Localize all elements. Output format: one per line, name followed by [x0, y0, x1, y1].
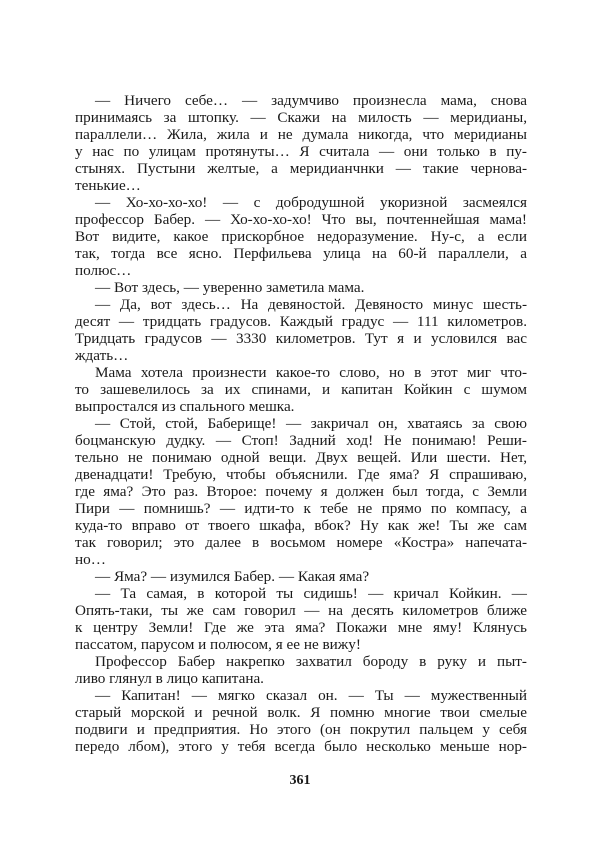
text-line: параллели… Жила, жила и не думала никогда, что меридианы: [75, 126, 527, 143]
text-line: передо лбом), этого у тебя всегда было несколько меньше нор-: [75, 738, 527, 755]
text-line: Профессор Бабер накрепко захватил бороду в руку и пыт-: [95, 653, 527, 670]
text-line: профессор Бабер. — Хо-хо-хо-хо! Что вы, почтеннейшая мама!: [75, 211, 527, 228]
text-line: ливо глянул в лицо капитана.: [75, 670, 264, 687]
text-line: то зашевелилось за их спинами, и капитан Койкин с шумом: [75, 381, 527, 398]
text-line: Тридцать градусов — 3330 километров. Тут я и условился вас: [75, 330, 527, 347]
text-line: у нас по улицам протянуты… Я считала — они только в пу-: [75, 143, 527, 160]
text-line: двенадцати! Требую, чтобы объяснили. Где яма? Я спрашиваю,: [75, 466, 527, 483]
page-number: 361: [289, 773, 311, 788]
text-line: куда-то вправо от твоего шкафа, вбок? Ну как же! Ты же сам: [75, 517, 527, 534]
text-line: подвиги и предприятия. Но этого (он покрутил пальцем у себя: [75, 721, 527, 738]
text-line: — Вот здесь, — уверенно заметила мама.: [95, 279, 365, 296]
text-line: — Стой, стой, Баберище! — закричал он, хватаясь за свою: [95, 415, 527, 432]
text-line: к центру Земли! Где же эта яма? Покажи мне яму! Клянусь: [75, 619, 527, 636]
page-body-text: [75, 92, 527, 755]
text-line: — Ничего себе… — задумчиво произнесла мама, снова: [95, 92, 527, 109]
text-line: десят — тридцать градусов. Каждый градус — 111 километров.: [75, 313, 527, 330]
text-line: Мама хотела произнести какое-то слово, но в этот миг что-: [95, 364, 527, 381]
text-line: Пири — помнишь? — идти-то к тебе не прямо по компасу, а: [75, 500, 527, 517]
text-line: Опять-таки, ты же сам говорил — на десять километров ближе: [75, 602, 527, 619]
text-line: принимаясь за штопку. — Скажи на милость — меридианы,: [75, 109, 527, 126]
text-line: — Капитан! — мягко сказал он. — Ты — мужественный: [95, 687, 527, 704]
text-line: стынях. Пустыни желтые, а меридианчнки — такие чернова-: [75, 160, 527, 177]
text-line: тенькие…: [75, 177, 141, 194]
text-line: так, тогда все ясно. Перфильева улица на 60-й параллели, а: [75, 245, 527, 262]
text-line: старый морской и речной волк. Я помню многие твои смелые: [75, 704, 527, 721]
text-line: полюс…: [75, 262, 132, 279]
text-line: выпростался из спального мешка.: [75, 398, 295, 415]
text-line: пассатом, парусом и полюсом, я ее не вижу!: [75, 636, 361, 653]
text-line: — Да, вот здесь… На девяностой. Девяносто минус шесть-: [95, 296, 527, 313]
text-line: где яма? Это раз. Второе: почему я должен был тогда, с Земли: [75, 483, 527, 500]
text-line: Вот видите, какое прискорбное недоразумение. Ну-с, а если: [75, 228, 527, 245]
text-line: ждать…: [75, 347, 129, 364]
text-line: тельно не понимаю одной вещи. Двух вещей. Или шести. Нет,: [75, 449, 527, 466]
text-line: боцманскую дудку. — Стоп! Задний ход! Не понимаю! Реши-: [75, 432, 527, 449]
text-line: — Та самая, в которой ты сидишь! — кричал Койкин. —: [95, 585, 527, 602]
text-line: — Яма? — изумился Бабер. — Какая яма?: [95, 568, 370, 585]
text-line: — Хо-хо-хо-хо! — с добродушной укоризной засмеялся: [95, 194, 527, 211]
text-line: но…: [75, 551, 106, 568]
text-line: так говорил; это далее в восьмом номере «Костра» напечата-: [75, 534, 527, 551]
